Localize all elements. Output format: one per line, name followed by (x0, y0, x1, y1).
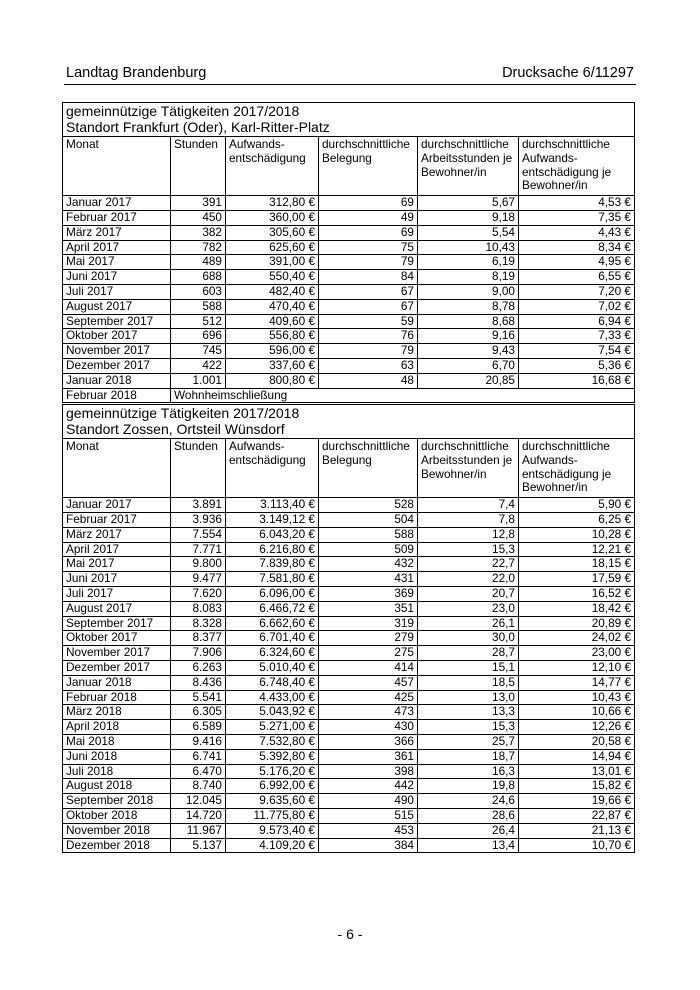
table-cell: 453 (319, 823, 418, 838)
table-cell: 5,54 (418, 225, 519, 240)
table-row (63, 720, 635, 735)
table-cell: 457 (319, 675, 418, 690)
table-row (63, 734, 635, 749)
table-cell: 18,42 € (519, 601, 635, 616)
table-cell: 9,00 (418, 284, 519, 299)
table-title (63, 405, 635, 439)
table-row (63, 210, 635, 225)
table-cell: 5.010,40 € (226, 660, 319, 675)
table-row (63, 823, 635, 838)
table-cell: 391,00 € (226, 255, 319, 270)
table-cell: August 2017 (63, 299, 171, 314)
table-cell: 490 (319, 794, 418, 809)
table-row (63, 808, 635, 823)
table-row (63, 586, 635, 601)
table-cell: 450 (171, 210, 226, 225)
table-cell: 4,43 € (519, 225, 635, 240)
table-cell: 6.466,72 € (226, 601, 319, 616)
table-cell: 6.662,60 € (226, 616, 319, 631)
table-cell: Mai 2017 (63, 557, 171, 572)
table-cell: 550,40 € (226, 270, 319, 285)
table-cell: 22,0 (418, 572, 519, 587)
table-cell: 7.532,80 € (226, 734, 319, 749)
table-cell: 7,02 € (519, 299, 635, 314)
table-cell: 4.433,00 € (226, 690, 319, 705)
table-cell: 16,52 € (519, 586, 635, 601)
column-header: Aufwands-entschädigung (226, 137, 319, 196)
table-cell: 366 (319, 734, 418, 749)
table-cell: 398 (319, 764, 418, 779)
column-header: durchschnittliche Arbeitsstunden je Bewohner/in (418, 439, 519, 498)
table-row (63, 705, 635, 720)
table-cell: 8.377 (171, 631, 226, 646)
table-cell: 5.176,20 € (226, 764, 319, 779)
table-cell: 63 (319, 358, 418, 373)
table-cell: 800,80 € (226, 373, 319, 388)
table-cell: 5,36 € (519, 358, 635, 373)
table-cell: 15,3 (418, 720, 519, 735)
table-cell: 5.271,00 € (226, 720, 319, 735)
table-cell: 6.305 (171, 705, 226, 720)
table-cell: 7.620 (171, 586, 226, 601)
table-row (63, 284, 635, 299)
table-cell: 1.001 (171, 373, 226, 388)
document-header-number: Drucksache 6/11297 (502, 65, 634, 81)
table-cell: 12.045 (171, 794, 226, 809)
table-cell: 8.083 (171, 601, 226, 616)
table-cell: September 2018 (63, 794, 171, 809)
table-cell: 14,94 € (519, 749, 635, 764)
table-row (63, 512, 635, 527)
table-cell: 17,59 € (519, 572, 635, 587)
table-cell: 76 (319, 329, 418, 344)
table-cell: Dezember 2018 (63, 838, 171, 853)
table-row (63, 557, 635, 572)
table-cell: 5,90 € (519, 498, 635, 513)
table-cell: 603 (171, 284, 226, 299)
table-cell: 20,85 (418, 373, 519, 388)
table-cell: 8.436 (171, 675, 226, 690)
table-cell: September 2017 (63, 314, 171, 329)
table-cell: 10,43 (418, 240, 519, 255)
table-cell: Oktober 2017 (63, 631, 171, 646)
table-cell: 23,0 (418, 601, 519, 616)
table-cell: 6.741 (171, 749, 226, 764)
table-cell: 13,3 (418, 705, 519, 720)
document-header-title: Landtag Brandenburg (66, 65, 207, 81)
table-row (63, 764, 635, 779)
table-cell: 414 (319, 660, 418, 675)
table-cell: 16,68 € (519, 373, 635, 388)
table-cell: 69 (319, 196, 418, 211)
table-cell: 596,00 € (226, 344, 319, 359)
table-cell: 688 (171, 270, 226, 285)
table-row (63, 344, 635, 359)
table-row (63, 838, 635, 853)
table-cell: 49 (319, 210, 418, 225)
table-cell: 9.416 (171, 734, 226, 749)
table-cell: 75 (319, 240, 418, 255)
table-cell: 5.043,92 € (226, 705, 319, 720)
table-row (63, 660, 635, 675)
column-header: Monat (63, 137, 171, 196)
table-cell: 7.906 (171, 646, 226, 661)
table-cell: 12,10 € (519, 660, 635, 675)
table-cell: September 2017 (63, 616, 171, 631)
table-cell: 7,4 (418, 498, 519, 513)
table-cell: 9.573,40 € (226, 823, 319, 838)
table-cell: 470,40 € (226, 299, 319, 314)
table-cell: 312,80 € (226, 196, 319, 211)
table-cell: November 2017 (63, 646, 171, 661)
table-cell: 79 (319, 344, 418, 359)
table-cell: 382 (171, 225, 226, 240)
table-cell: 369 (319, 586, 418, 601)
table-cell: April 2017 (63, 240, 171, 255)
table-cell: 11.967 (171, 823, 226, 838)
table-row (63, 196, 635, 211)
table-row (63, 225, 635, 240)
table-cell: 442 (319, 779, 418, 794)
table-row (63, 299, 635, 314)
table-cell: 6.701,40 € (226, 631, 319, 646)
table-cell: 13,4 (418, 838, 519, 853)
column-header: durchschnittliche Belegung (319, 137, 418, 196)
table-cell: 9.635,60 € (226, 794, 319, 809)
table-cell: Mai 2018 (63, 734, 171, 749)
table-title-line2: Standort Zossen, Ortsteil Wünsdorf (66, 420, 285, 437)
column-header: durchschnittliche Arbeitsstunden je Bewohner/in (418, 137, 519, 196)
table-cell: 7.581,80 € (226, 572, 319, 587)
table-row (63, 572, 635, 587)
table-cell: Februar 2018 (63, 690, 171, 705)
table-cell: 409,60 € (226, 314, 319, 329)
table-cell: Januar 2017 (63, 498, 171, 513)
table-cell: 9,43 (418, 344, 519, 359)
table-cell: 588 (171, 299, 226, 314)
column-header: durchschnittliche Aufwands-entschädigung je Bewohner/in (519, 439, 635, 498)
table-cell: 384 (319, 838, 418, 853)
table-cell: 6,55 € (519, 270, 635, 285)
table-cell: 275 (319, 646, 418, 661)
table-cell: 391 (171, 196, 226, 211)
table-cell: 8,34 € (519, 240, 635, 255)
table-cell: 28,6 (418, 808, 519, 823)
table-cell: 69 (319, 225, 418, 240)
table-cell: 13,0 (418, 690, 519, 705)
table-cell: 14,77 € (519, 675, 635, 690)
column-header: Stunden (171, 137, 226, 196)
table-cell: 10,70 € (519, 838, 635, 853)
table-cell: 4,53 € (519, 196, 635, 211)
table-row (63, 542, 635, 557)
table-row (63, 631, 635, 646)
table-cell: Oktober 2018 (63, 808, 171, 823)
table-title-line2: Standort Frankfurt (Oder), Karl-Ritter-Platz (66, 118, 330, 135)
table-cell: Juli 2017 (63, 284, 171, 299)
table-cell: 3.891 (171, 498, 226, 513)
table-cell: 509 (319, 542, 418, 557)
table-cell: 18,15 € (519, 557, 635, 572)
table-zossen (62, 404, 635, 853)
table-cell: 696 (171, 329, 226, 344)
header-divider (64, 84, 636, 85)
table-cell: 10,28 € (519, 527, 635, 542)
table-cell: 23,00 € (519, 646, 635, 661)
table-cell: 7.771 (171, 542, 226, 557)
table-cell: 319 (319, 616, 418, 631)
table-cell: 48 (319, 373, 418, 388)
table-cell: 18,7 (418, 749, 519, 764)
table-header-row (63, 439, 635, 498)
table-cell: 3.149,12 € (226, 512, 319, 527)
table-cell: 79 (319, 255, 418, 270)
table-cell: 351 (319, 601, 418, 616)
table-cell: 8,78 (418, 299, 519, 314)
table-cell: November 2018 (63, 823, 171, 838)
table-cell: 6.324,60 € (226, 646, 319, 661)
table-row (63, 255, 635, 270)
table-cell: 7.554 (171, 527, 226, 542)
table-cell: 504 (319, 512, 418, 527)
table-cell: 24,02 € (519, 631, 635, 646)
table-cell: 5.392,80 € (226, 749, 319, 764)
table-cell: Mai 2017 (63, 255, 171, 270)
table-cell: 8,19 (418, 270, 519, 285)
column-header: durchschnittliche Aufwands-entschädigung je Bewohner/in (519, 137, 635, 196)
table-cell: 25,7 (418, 734, 519, 749)
table-cell: 6,25 € (519, 512, 635, 527)
table-cell: Juli 2018 (63, 764, 171, 779)
table-cell: 6.263 (171, 660, 226, 675)
table-cell: Januar 2017 (63, 196, 171, 211)
table-cell: 8.740 (171, 779, 226, 794)
table-cell: 489 (171, 255, 226, 270)
table-cell: April 2017 (63, 542, 171, 557)
table-cell: Oktober 2017 (63, 329, 171, 344)
table-cell: 6.992,00 € (226, 779, 319, 794)
table-cell: 30,0 (418, 631, 519, 646)
table-cell: Juli 2017 (63, 586, 171, 601)
table-cell: 15,3 (418, 542, 519, 557)
table-row (63, 527, 635, 542)
table-cell: 337,60 € (226, 358, 319, 373)
table-cell: 432 (319, 557, 418, 572)
table-cell: Juni 2017 (63, 572, 171, 587)
table-cell: 7,35 € (519, 210, 635, 225)
table-cell-note: Wohnheimschließung (171, 388, 635, 403)
table-row (63, 373, 635, 388)
table-cell: 5.137 (171, 838, 226, 853)
table-row (63, 314, 635, 329)
table-cell: 67 (319, 284, 418, 299)
table-cell: 6,19 (418, 255, 519, 270)
table-cell: 482,40 € (226, 284, 319, 299)
table-cell: Dezember 2017 (63, 660, 171, 675)
table-cell: 782 (171, 240, 226, 255)
table-row (63, 794, 635, 809)
table-cell: 9.477 (171, 572, 226, 587)
table-cell: 6.096,00 € (226, 586, 319, 601)
table-cell: 3.113,40 € (226, 498, 319, 513)
table-cell: 360,00 € (226, 210, 319, 225)
table-cell: 431 (319, 572, 418, 587)
table-cell: 24,6 (418, 794, 519, 809)
table-cell: 16,3 (418, 764, 519, 779)
table-row (63, 690, 635, 705)
table-cell: 22,87 € (519, 808, 635, 823)
table-cell: 7,8 (418, 512, 519, 527)
table-cell: 12,21 € (519, 542, 635, 557)
table-cell: Juni 2017 (63, 270, 171, 285)
table-row (63, 646, 635, 661)
table-cell: 279 (319, 631, 418, 646)
table-row (63, 270, 635, 285)
table-cell: 20,89 € (519, 616, 635, 631)
table-cell: Januar 2018 (63, 675, 171, 690)
table-cell: Juni 2018 (63, 749, 171, 764)
table-cell: 6.043,20 € (226, 527, 319, 542)
table-cell: März 2017 (63, 527, 171, 542)
table-row (63, 749, 635, 764)
table-cell: 473 (319, 705, 418, 720)
table-cell: 14.720 (171, 808, 226, 823)
table-cell: Februar 2017 (63, 512, 171, 527)
page-number: - 6 - (337, 926, 363, 942)
table-cell: 9.800 (171, 557, 226, 572)
table-cell: Februar 2017 (63, 210, 171, 225)
table-title-line1: gemeinnützige Tätigkeiten 2017/2018 (66, 405, 300, 421)
table-cell: 13,01 € (519, 764, 635, 779)
table-cell: 6,94 € (519, 314, 635, 329)
table-cell: Februar 2018 (63, 388, 171, 403)
table-cell: 422 (171, 358, 226, 373)
table-cell: März 2018 (63, 705, 171, 720)
table-cell: 22,7 (418, 557, 519, 572)
table-cell: 7,54 € (519, 344, 635, 359)
table-cell: 6.589 (171, 720, 226, 735)
table-cell: 10,43 € (519, 690, 635, 705)
table-cell: 7,20 € (519, 284, 635, 299)
table-row (63, 240, 635, 255)
table-cell: 625,60 € (226, 240, 319, 255)
table-cell: 5,67 (418, 196, 519, 211)
table-cell: 9,16 (418, 329, 519, 344)
table-header-row (63, 137, 635, 196)
table-cell: 10,66 € (519, 705, 635, 720)
table-row (63, 358, 635, 373)
table-title-line1: gemeinnützige Tätigkeiten 2017/2018 (66, 103, 300, 119)
table-cell: 15,1 (418, 660, 519, 675)
table-cell: 6,70 (418, 358, 519, 373)
table-cell: 20,7 (418, 586, 519, 601)
table-row (63, 779, 635, 794)
table-cell: 21,13 € (519, 823, 635, 838)
table-cell: 3.936 (171, 512, 226, 527)
table-cell: Dezember 2017 (63, 358, 171, 373)
table-row (63, 675, 635, 690)
column-header: Aufwands-entschädigung (226, 439, 319, 498)
table-cell: 8,68 (418, 314, 519, 329)
table-cell: November 2017 (63, 344, 171, 359)
table-cell: August 2017 (63, 601, 171, 616)
table-cell: 26,1 (418, 616, 519, 631)
table-row (63, 601, 635, 616)
table-cell: 425 (319, 690, 418, 705)
table-cell: 7.839,80 € (226, 557, 319, 572)
table-cell: 20,58 € (519, 734, 635, 749)
table-cell: 28,7 (418, 646, 519, 661)
table-cell: 11.775,80 € (226, 808, 319, 823)
table-cell: 19,8 (418, 779, 519, 794)
table-cell: 12,8 (418, 527, 519, 542)
table-cell: 745 (171, 344, 226, 359)
table-cell: April 2018 (63, 720, 171, 735)
table-cell: 430 (319, 720, 418, 735)
table-cell: 18,5 (418, 675, 519, 690)
table-cell: 361 (319, 749, 418, 764)
table-cell: 15,82 € (519, 779, 635, 794)
table-row (63, 498, 635, 513)
table-cell: März 2017 (63, 225, 171, 240)
table-cell: 8.328 (171, 616, 226, 631)
table-cell: 9,18 (418, 210, 519, 225)
table-cell: 19,66 € (519, 794, 635, 809)
table-cell: 6.216,80 € (226, 542, 319, 557)
table-cell: 305,60 € (226, 225, 319, 240)
table-cell: 556,80 € (226, 329, 319, 344)
table-frankfurt (62, 102, 635, 403)
table-cell: 67 (319, 299, 418, 314)
table-cell: 528 (319, 498, 418, 513)
table-cell: August 2018 (63, 779, 171, 794)
table-cell: 26,4 (418, 823, 519, 838)
column-header: Stunden (171, 439, 226, 498)
table-cell: 515 (319, 808, 418, 823)
table-row (63, 388, 635, 403)
table-cell: 84 (319, 270, 418, 285)
table-cell: 4,95 € (519, 255, 635, 270)
table-cell: 7,33 € (519, 329, 635, 344)
table-row (63, 616, 635, 631)
table-cell: 12,26 € (519, 720, 635, 735)
table-row (63, 329, 635, 344)
column-header: Monat (63, 439, 171, 498)
table-cell: 6.470 (171, 764, 226, 779)
table-cell: 5.541 (171, 690, 226, 705)
table-cell: 6.748,40 € (226, 675, 319, 690)
table-cell: 4.109,20 € (226, 838, 319, 853)
table-cell: Januar 2018 (63, 373, 171, 388)
table-title (63, 103, 635, 137)
column-header: durchschnittliche Belegung (319, 439, 418, 498)
table-cell: 588 (319, 527, 418, 542)
table-cell: 59 (319, 314, 418, 329)
table-cell: 512 (171, 314, 226, 329)
